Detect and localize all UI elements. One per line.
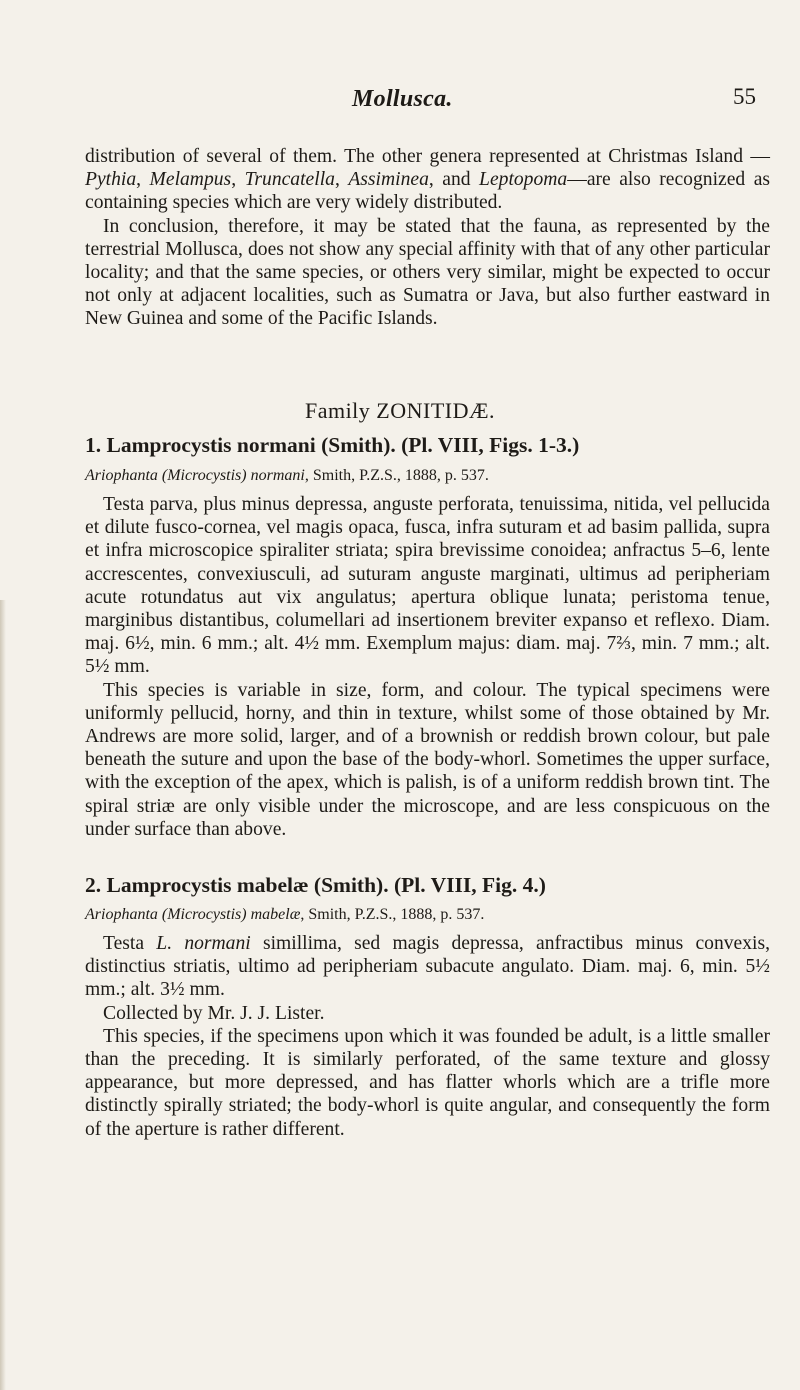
species-2-remarks: This species, if the specimens upon which it was founded be adult, is a little smaller than the preceding. It is similarly perforated, of the same texture and glossy appearance, but more depressed, and has flatter whorls which are a trifle more distinctly spirally striated; the body-whorl is quite angular, and consequently the form of the aperture is rather different. — [85, 1025, 770, 1140]
intro-paragraph-1: distribution of several of them. The other genera represented at Christmas Island — Pythia, Melampus, Truncatella, Assiminea, and Leptopoma—are also recognized as containing species which are very widely distributed. — [85, 146, 771, 214]
page-edge-shadow — [0, 600, 6, 1390]
species-1-remarks: This species is variable in size, form, and colour. The typical specimens were uniformly pellucid, horny, and thin in texture, whilst some of those obtained by Mr. Andrews are more solid, larger, and of a brownish or reddish brown colour, but pale beneath the suture and upon the base of the body-whorl. Sometimes the upper surface, with the exception of the apex, which is palish, is of a uniform reddish brown tint. The spiral striæ are only visible under the microscope, and are less conspicuous on the under surface than above. — [85, 679, 770, 840]
species-2-description: Testa L. normani simillima, sed magis depressa, anfractibus minus convexis, distinctius striatis, ultimo ad peripheriam subacute angulato. Diam. maj. 6, min. 5½ mm.; alt. 3½ mm. — [85, 933, 771, 1001]
intro-block — [85, 145, 770, 331]
species-2-body — [85, 932, 770, 1141]
species-1-synonym: Ariophanta (Microcystis) normani, Smith, P.Z.S., 1888, p. 537. — [85, 467, 489, 484]
species-2-synonym: Ariophanta (Microcystis) mabelæ, Smith, P.Z.S., 1888, p. 537. — [85, 906, 485, 923]
species-2-collected: Collected by Mr. J. J. Lister. — [103, 1002, 325, 1024]
family-heading: Family ZONITIDÆ. — [304, 398, 496, 423]
running-title: Mollusca. — [352, 86, 453, 112]
species-1-heading: 1. Lamprocystis normani (Smith). (Pl. VIII, Figs. 1-3.) — [85, 433, 580, 457]
species-2-heading: 2. Lamprocystis mabelæ (Smith). (Pl. VIII, Fig. 4.) — [85, 873, 546, 897]
intro-paragraph-2: In conclusion, therefore, it may be stated that the fauna, as represented by the terrestrial Mollusca, does not show any special affinity with that of any other particular locality; and that the same species, or others very similar, might be expected to occur not only at adjacent localities, such as Sumatra or Java, but also further eastward in New Guinea and some of the Pacific Islands. — [85, 215, 770, 330]
species-1-description: Testa parva, plus minus depressa, anguste perforata, tenuissima, nitida, vel pellucida et dilute fusco-cornea, vel magis opaca, fusca, infra suturam et ad basim pallida, supra et infra microscopice spiraliter striata; spira brevissime conoidea; anfractus 5–6, lente accrescentes, convexiusculi, ad suturam anguste marginati, ultimus ad peripheriam acute rotundatus aut vix angulatus; apertura oblique lunata; peristoma tenue, marginibus distantibus, columellari ad insertionem breviter expanso et reflexo. Diam. maj. 6½, min. 6 mm.; alt. 4½ mm. Exemplum majus: diam. maj. 7⅔, min. 7 mm.; alt. 5½ mm. — [85, 494, 770, 678]
species-1-body — [85, 493, 770, 841]
page-number: 55 — [733, 84, 756, 109]
